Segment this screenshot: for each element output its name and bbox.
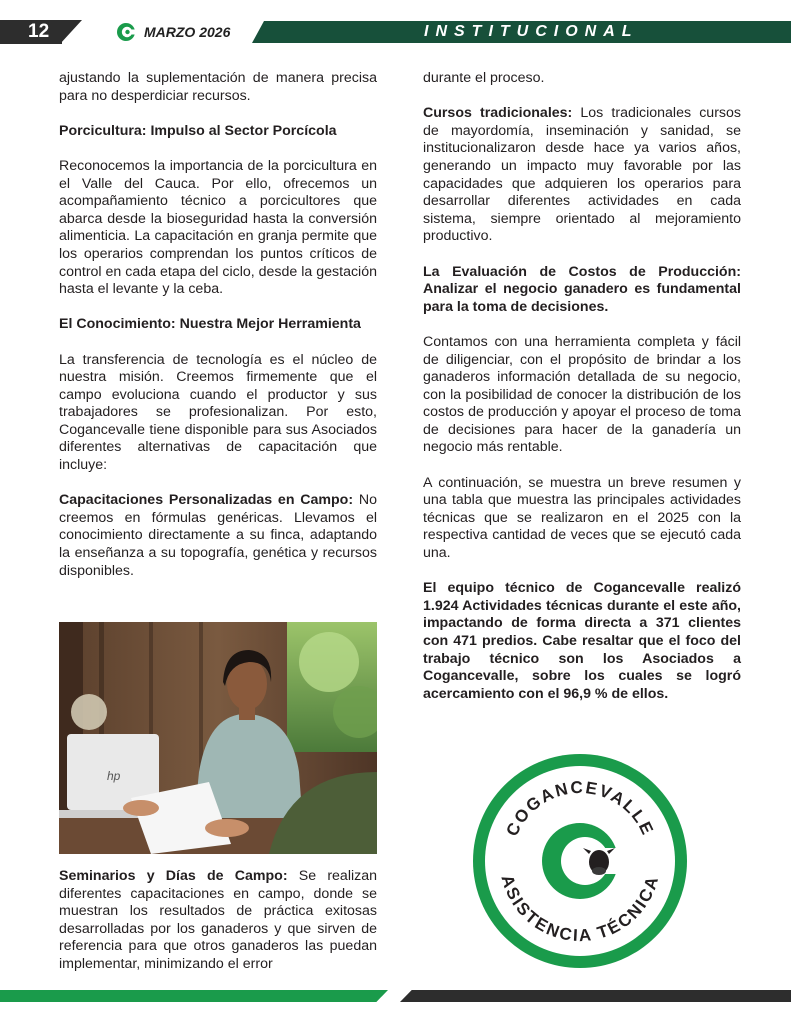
- paragraph: Reconocemos la importancia de la porcicultura en el Valle del Cauca. Por ello, ofrecemos un acompañamiento técnico a porcicultores que abarca desde la bioseguridad hasta la conversión alimenticia. La capacitación en granja permite que los operarios comprendan los puntos críticos de control en cada etapa del ciclo, desde la gestación hasta el levante y la ceba.: [59, 157, 377, 298]
- paragraph: durante el proceso.: [423, 70, 545, 86]
- heading-porcicultura: Porcicultura: Impulso al Sector Porcícola: [59, 122, 337, 139]
- paragraph-seminarios: [59, 868, 377, 974]
- footer-dark-bar: [400, 990, 791, 1002]
- page-number: 12: [28, 21, 50, 42]
- paragraph-body: No creemos en fórmulas genéricas. Llevamos el conocimiento directamente a su finca, adaptando la enseñanza a su topografía, genética y recursos disponibles.: [59, 492, 377, 579]
- paragraph-lead: Seminarios y Días de Campo:: [59, 868, 288, 884]
- page-header: [0, 0, 791, 48]
- paragraph-cursos: [423, 105, 741, 246]
- asistencia-tecnica-seal: [471, 752, 689, 970]
- laptop-brand: hp: [107, 769, 121, 783]
- paragraph-resumen: El equipo técnico de Cogancevalle realizó 1.924 Actividades técnicas durante el este año, impactando de forma directa a 371 clientes con 471 predios. Cabe resaltar que el foco del trabajo técnico son los Asociados a Cogancevalle, sobre los cuales se logró acercamiento con el 96,9 % de ellos.: [423, 580, 741, 702]
- footer-green-bar: [0, 990, 388, 1002]
- paragraph-body: Los tradicionales cursos de mayordomía, inseminación y sanidad, se institucionalizaron desde hace ya varios años, generando un impacto muy favorable por las capacidades que adquieren los operarios para desarrollar diferentes actividades en cada sistema, siempre orientado al mejoramiento productivo.: [423, 105, 741, 245]
- page-number-wedge: [60, 20, 82, 44]
- paragraph-body: Se realizan diferentes capacitaciones en campo, donde se muestran los resultados de práctica exitosas desarrolladas por los ganaderos y que sirven de referencia para que otros ganaderos las puedan implementar, minimizando el error: [59, 868, 377, 972]
- heading-costos: La Evaluación de Costos de Producción: Analizar el negocio ganadero es fundamental para la toma de decisiones.: [423, 263, 741, 315]
- paragraph: La transferencia de tecnología es el núcleo de nuestra misión. Creemos firmemente que el campo evoluciona cuando el productor y sus trabajadores se profesionalizan. Por esto, Cogancevalle tiene disponible para sus Asociados diferentes alternativas de capacitación que incluye:: [59, 351, 377, 474]
- right-column: [423, 70, 741, 721]
- paragraph-lead: Capacitaciones Personalizadas en Campo:: [59, 492, 354, 509]
- paragraph-capacitaciones: [59, 492, 377, 580]
- seal-top-text: COGANCEVALLE: [502, 777, 658, 840]
- training-session-photo: [59, 622, 377, 854]
- seal-bottom-text: ASISTENCIA TÉCNICA: [497, 872, 663, 946]
- cogancevalle-c-icon: [116, 22, 136, 42]
- paragraph: A continuación, se muestra un breve resumen y una tabla que muestra las principales actividades técnicas que se realizaron en el 2025 con la respectiva cantidad de veces que se ejecutó cada una.: [423, 474, 741, 562]
- paragraph: Contamos con una herramienta completa y fácil de diligenciar, con el propósito de brindar a los ganaderos información detallada de su negocio, con la posibilidad de conocer la distribución de los costos de producción y apoyar el proceso de toma de decisiones para hacer de la ganadería un negocio más rentable.: [423, 333, 741, 456]
- heading-conocimiento: El Conocimiento: Nuestra Mejor Herramienta: [59, 316, 361, 333]
- left-column-bottom: [59, 868, 377, 974]
- issue-date: MARZO 2026: [144, 24, 231, 40]
- section-title: INSTITUCIONAL: [424, 23, 639, 40]
- left-column: [59, 70, 377, 580]
- paragraph-lead: Cursos tradicionales:: [423, 105, 573, 122]
- paragraph: ajustando la suplementación de manera precisa para no desperdiciar recursos.: [59, 70, 377, 104]
